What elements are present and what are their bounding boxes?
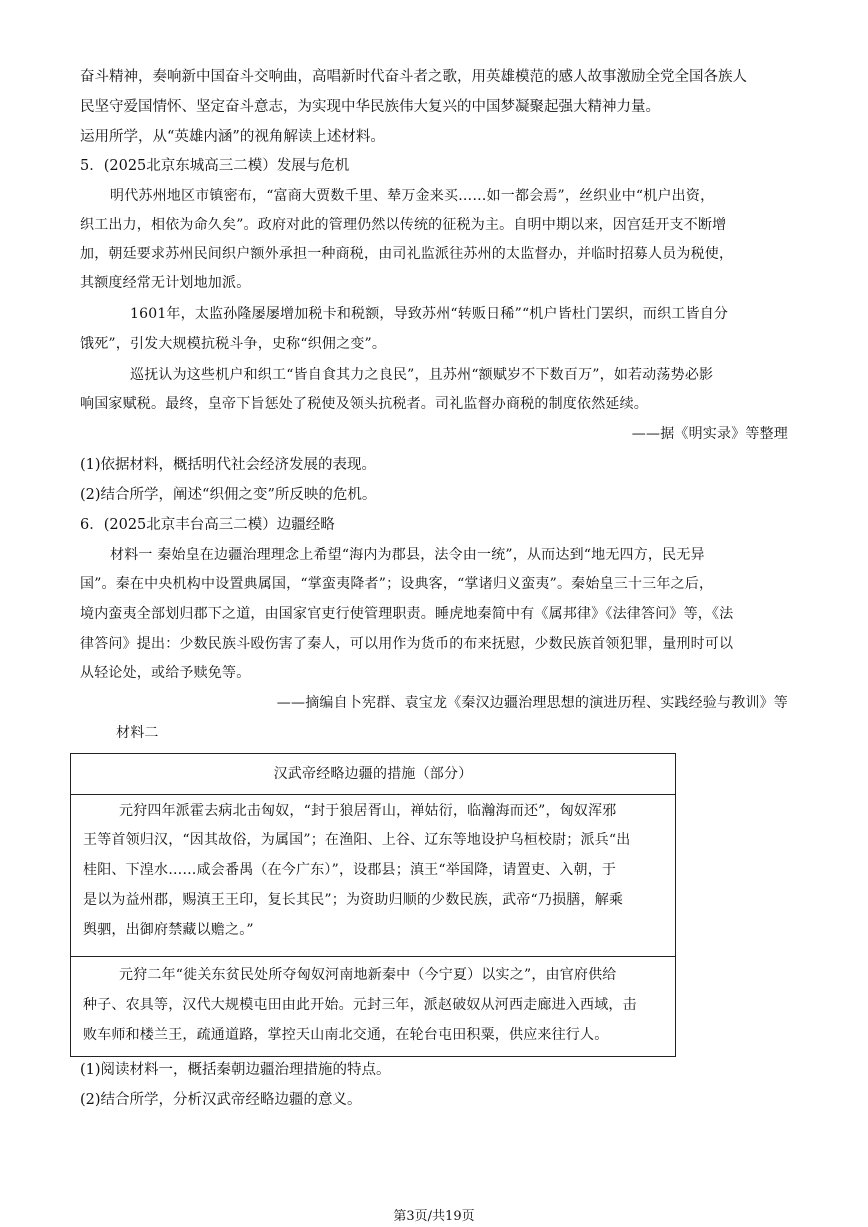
q4-text-line-1: 奋斗精神，奏响新中国奋斗交响曲，高唱新时代奋斗者之歌，用英雄模范的感人故事激励全党全国各族人 xyxy=(80,69,747,85)
table-cell-2-line-1: 元狩二年“徙关东贫民处所夺匈奴河南地新秦中（今宁夏）以实之”，由官府供给 xyxy=(119,967,617,983)
q6-material-1-line-5: 从轻论处，或给予赎免等。 xyxy=(80,665,251,681)
table-cell-1-line-4: 是以为益州郡，赐滇王王印，复长其民”；为资助归顺的少数民族，武帝“乃损膳，解乘 xyxy=(83,892,624,908)
q4-question: 运用所学，从“英雄内涵”的视角解读上述材料。 xyxy=(80,129,385,145)
table-cell-1-line-3: 桂阳、下湟水……咸会番禺（在今广东）”，设郡县；滇王“举国降，请置吏、入朝，于 xyxy=(83,862,617,878)
q6-sub-question-1: (1)阅读材料一，概括秦朝边疆治理措施的特点。 xyxy=(80,1062,391,1078)
table-cell-1-line-5: 舆驷，出御府禁藏以赡之。” xyxy=(83,922,254,938)
table-row-2 xyxy=(71,956,675,1057)
table-cell-2-line-3: 败车师和楼兰王，疏通道路，掌控天山南北交通，在轮台屯田积粟，供应来往行人。 xyxy=(83,1027,609,1043)
q6-material-1-line-4: 律答问》提出：少数民族斗殴伤害了秦人，可以用作为货币的布来抚慰，少数民族首领犯罪，量刑时可以 xyxy=(80,636,734,652)
q5-title: 5．(2025北京东城高三二模）发展与危机 xyxy=(80,158,350,174)
table-row-1 xyxy=(71,794,675,957)
q6-material-2-label: 材料二 xyxy=(116,725,159,741)
q4-text-line-2: 民坚守爱国情怀、坚定奋斗意志，为实现中华民族伟大复兴的中国梦凝聚起强大精神力量。 xyxy=(80,99,660,115)
q5-paragraph-1-line-4: 其额度经常无计划地加派。 xyxy=(80,275,251,291)
table-cell-2-line-2: 种子、农具等，汉代大规模屯田由此开始。元封三年，派赵破奴从河西走廊进入西域，击 xyxy=(83,997,637,1013)
q5-paragraph-3-line-2: 响国家赋税。最终，皇帝下旨惩处了税使及领头抗税者。司礼监督办商税的制度依然延续。 xyxy=(80,396,648,412)
q5-sub-question-2: (2)结合所学，阐述“织佣之变”所反映的危机。 xyxy=(80,487,377,503)
q5-paragraph-1-line-3: 加，朝廷要求苏州民间织户额外承担一种商税，由司礼监派往苏州的太监督办，并临时招募人员为税使， xyxy=(80,246,734,262)
q6-sub-question-2: (2)结合所学，分析汉武帝经略边疆的意义。 xyxy=(80,1092,362,1108)
table-header: 汉武帝经略边疆的措施（部分） xyxy=(273,766,473,782)
page-number: 第3页/共19页 xyxy=(393,1209,475,1224)
q5-paragraph-2-line-1: 1601年，太监孙隆屡屡增加税卡和税额，导致苏州“转贩日稀”“机户皆杜门罢织，而织工皆自分 xyxy=(130,306,729,322)
q5-sub-question-1: (1)依据材料，概括明代社会经济发展的表现。 xyxy=(80,457,377,473)
q6-material-1-source: ——摘编自卜宪群、袁宝龙《秦汉边疆治理思想的演进历程、实践经验与教训》等 xyxy=(276,695,788,711)
q6-title: 6．(2025北京丰台高三二模）边疆经略 xyxy=(80,517,335,533)
table-cell-1-line-2: 王等首领归汉，“因其故俗，为属国”；在渔阳、上谷、辽东等地设护乌桓校尉；派兵“出 xyxy=(83,832,631,848)
q5-paragraph-2-line-2: 饿死”，引发大规模抗税斗争，史称“织佣之变”。 xyxy=(80,336,387,352)
q6-material-1-line-1: 材料一 秦始皇在边疆治理理念上希望“海内为郡县，法令由一统”，从而达到“地无四方，民无异 xyxy=(110,547,705,563)
q6-material-1-line-2: 国”。秦在中央机构中设置典属国，“掌蛮夷降者”；设典客，“掌诸归义蛮夷”。秦始皇三十三年之后， xyxy=(80,576,714,592)
q5-paragraph-3-line-1: 巡抚认为这些机户和织工“皆自食其力之良民”，且苏州“额赋岁不下数百万”，如若动荡势必影 xyxy=(130,367,714,383)
q5-paragraph-1-line-1: 明代苏州地区市镇密布，“富商大贾数千里、辇万金来买……如一都会焉”，丝织业中“机户出资， xyxy=(110,188,715,204)
measures-table xyxy=(70,753,676,1057)
q6-material-1-line-3: 境内蛮夷全部划归郡下之道，由国家官吏行使管理职责。睡虎地秦简中有《属邦律》《法律答问》等，《法 xyxy=(80,606,734,622)
q5-source: ——据《明实录》等整理 xyxy=(631,426,788,442)
q5-paragraph-1-line-2: 织工出力，相依为命久矣”。政府对此的管理仍然以传统的征税为主。自明中期以来，因宫廷开支不断增 xyxy=(80,217,727,233)
table-cell-1-line-1: 元狩四年派霍去病北击匈奴，“封于狼居胥山，禅姑衍，临瀚海而还”，匈奴浑邪 xyxy=(119,803,617,819)
